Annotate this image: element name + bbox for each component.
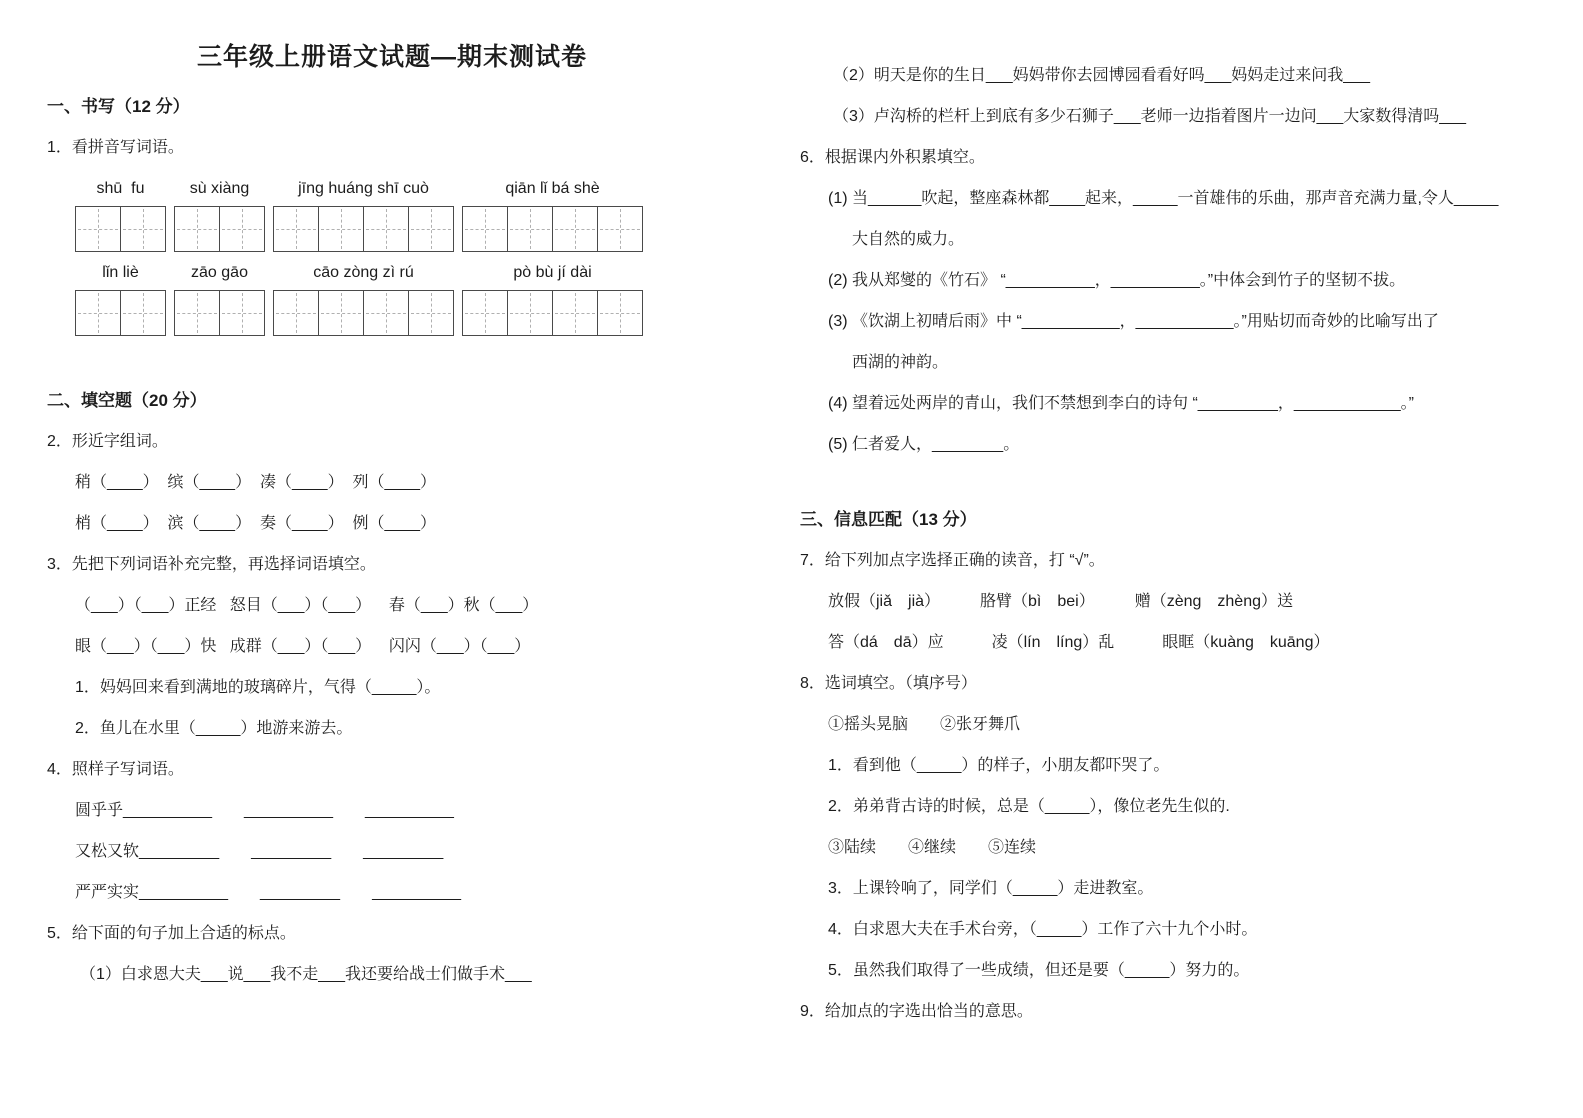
writing-cell	[462, 206, 508, 252]
pinyin-word: zāo gāo	[191, 264, 248, 281]
writing-grid-group	[174, 206, 265, 252]
q9-label: 9．给加点的字选出恰当的意思。	[800, 1003, 1033, 1020]
q6-item-3: (3) 《饮湖上初晴后雨》中 “___________，___________。”用贴切而奇妙的比喻写出了	[828, 313, 1439, 330]
writing-cell	[273, 206, 319, 252]
q6-item-2: (2) 我从郑燮的《竹石》 “__________，__________。”中体会到竹子的坚韧不拔。	[828, 272, 1406, 289]
q8-label: 8．选词填空。（填序号）	[800, 675, 977, 692]
q7-label: 7．给下列加点字选择正确的读音，打 “√”。	[800, 552, 1105, 569]
q5-sub-2: （2）明天是你的生日___妈妈带你去园博园看看好吗___妈妈走过来问我___	[833, 67, 1370, 84]
writing-grid-group	[462, 206, 643, 252]
q3-line-2: 眼（___）（___）快 成群（___）（___） 闪闪（___）（___）	[75, 638, 531, 655]
writing-grid-group	[273, 290, 454, 336]
q5-sub-1: （1）白求恩大夫___说___我不走___我还要给战士们做手术___	[80, 966, 532, 983]
q3-label: 3．先把下列词语补充完整，再选择词语填空。	[47, 556, 376, 573]
pinyin-word: qiān lǐ bá shè	[505, 180, 600, 197]
q8-sub-3: 3．上课铃响了，同学们（_____）走进教室。	[828, 880, 1154, 897]
writing-cell	[597, 206, 643, 252]
pinyin-word: shū fu	[96, 180, 145, 197]
writing-grid-group	[273, 206, 454, 252]
q3-sub-1: 1．妈妈回来看到满地的玻璃碎片，气得（_____）。	[75, 679, 441, 696]
q6-item-1-cont: 大自然的威力。	[852, 231, 965, 248]
section-1-heading: 一、书写（12 分）	[47, 97, 190, 116]
section-3-heading: 三、信息匹配（13 分）	[800, 510, 977, 529]
writing-cell	[174, 290, 220, 336]
q4-line-1: 圆乎乎__________ __________ __________	[75, 802, 454, 819]
writing-cell	[462, 290, 508, 336]
writing-grid-group	[462, 290, 643, 336]
writing-cell	[120, 206, 166, 252]
pinyin-row-2	[47, 260, 737, 286]
writing-cell	[219, 290, 265, 336]
writing-cell	[408, 206, 454, 252]
writing-grid-row-2	[47, 290, 737, 336]
q6-label: 6．根据课内外积累填空。	[800, 149, 985, 166]
q2-line-1: 稍（____） 缤（____） 凑（____） 列（____）	[75, 474, 437, 491]
writing-cell	[75, 290, 121, 336]
writing-cell	[120, 290, 166, 336]
q7-line-2: 答（dá dā）应 凌（lín líng）乱 眼眶（kuàng kuāng）	[828, 634, 1330, 651]
writing-grid-row-1	[47, 206, 737, 252]
pinyin-row-1	[47, 176, 737, 202]
right-column	[800, 55, 1560, 1032]
q8-sub-2: 2．弟弟背古诗的时候，总是（_____），像位老先生似的.	[828, 798, 1230, 815]
q8-options-2: ③陆续 ④继续 ⑤连续	[828, 839, 1037, 856]
q2-line-2: 梢（____） 滨（____） 奏（____） 例（____）	[75, 515, 437, 532]
q8-sub-4: 4．白求恩大夫在手术台旁，（_____）工作了六十九个小时。	[828, 921, 1258, 938]
q8-sub-5: 5．虽然我们取得了一些成绩，但还是要（_____）努力的。	[828, 962, 1250, 979]
writing-grid-group	[75, 290, 166, 336]
left-column	[47, 38, 737, 995]
writing-cell	[363, 290, 409, 336]
writing-cell	[174, 206, 220, 252]
q1-label: 1．看拼音写词语。	[47, 139, 184, 156]
page-title: 三年级上册语文试题—期末测试卷	[196, 43, 587, 71]
q6-item-4: (4) 望着远处两岸的青山，我们不禁想到李白的诗句 “_________，____________。”	[828, 395, 1414, 412]
writing-cell	[273, 290, 319, 336]
q8-sub-1: 1．看到他（_____）的样子，小朋友都吓哭了。	[828, 757, 1170, 774]
writing-cell	[507, 206, 553, 252]
q5-label: 5．给下面的句子加上合适的标点。	[47, 925, 296, 942]
writing-cell	[318, 290, 364, 336]
writing-cell	[552, 290, 598, 336]
writing-grid-group	[75, 206, 166, 252]
writing-cell	[318, 206, 364, 252]
q6-item-5: (5) 仁者爱人，________。	[828, 436, 1020, 453]
q3-line-1: （___）（___）正经 怒目（___）（___） 春（___）秋（___）	[75, 597, 539, 614]
pinyin-word: cāo zòng zì rú	[313, 264, 414, 281]
q6-item-1: (1) 当______吹起，整座森林都____起来，_____一首雄伟的乐曲，那声音充满力量,令人_____	[828, 190, 1499, 207]
writing-cell	[75, 206, 121, 252]
q6-item-3-cont: 西湖的神韵。	[852, 354, 949, 371]
q7-line-1: 放假（jiǎ jià） 胳臂（bì bei） 赠（zèng zhèng）送	[828, 593, 1294, 610]
q5-sub-3: （3）卢沟桥的栏杆上到底有多少石狮子___老师一边指着图片一边问___大家数得清吗___	[833, 108, 1466, 125]
q4-line-3: 严严实实__________ _________ __________	[75, 884, 462, 901]
pinyin-word: lǐn liè	[102, 264, 139, 281]
q3-sub-2: 2．鱼儿在水里（_____）地游来游去。	[75, 720, 353, 737]
q4-label: 4．照样子写词语。	[47, 761, 184, 778]
section-2-heading: 二、填空题（20 分）	[47, 391, 207, 410]
pinyin-word: jīng huáng shī cuò	[298, 180, 429, 197]
pinyin-word: pò bù jí dài	[513, 264, 592, 281]
q2-label: 2．形近字组词。	[47, 433, 168, 450]
writing-cell	[552, 206, 598, 252]
writing-cell	[219, 206, 265, 252]
q8-options-1: ①摇头晃脑 ②张牙舞爪	[828, 716, 1021, 733]
writing-cell	[507, 290, 553, 336]
writing-cell	[408, 290, 454, 336]
pinyin-word: sù xiàng	[189, 180, 250, 197]
writing-grid-group	[174, 290, 265, 336]
writing-cell	[597, 290, 643, 336]
writing-cell	[363, 206, 409, 252]
q4-line-2: 又松又软_________ _________ _________	[75, 843, 444, 860]
